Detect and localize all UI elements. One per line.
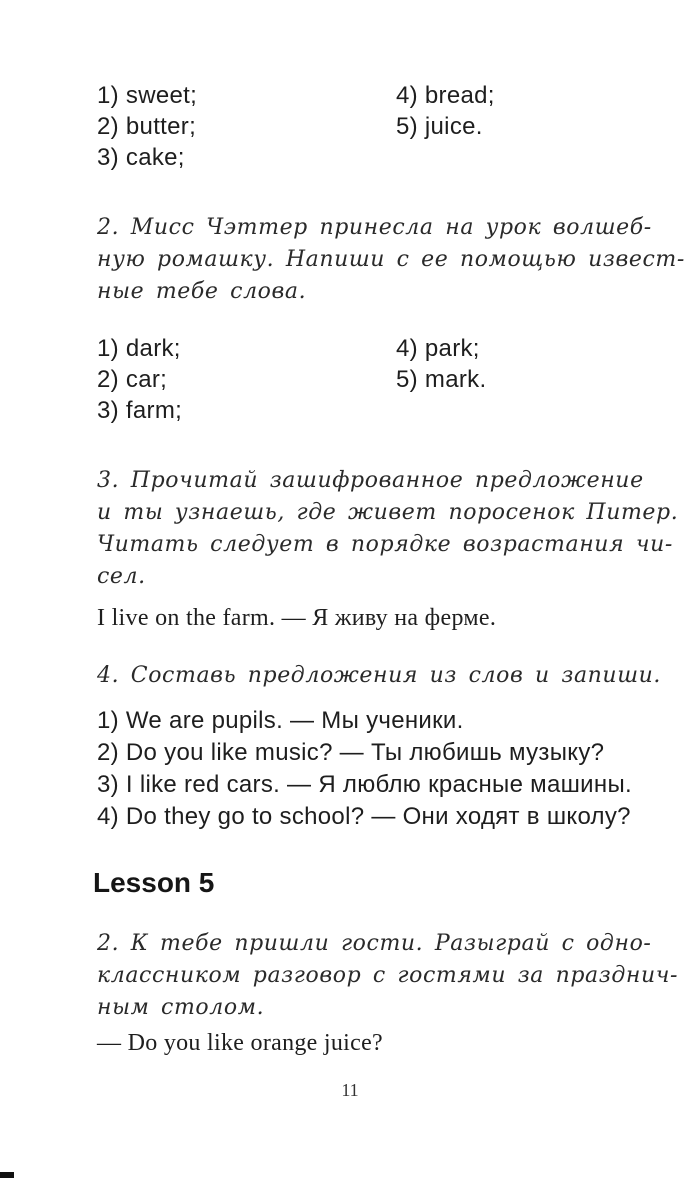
list-item: 3) I like red cars. — Я люблю красные машины.: [97, 771, 632, 798]
list-item: 1) dark;: [97, 335, 181, 362]
task-instruction: ные тебе слова.: [97, 279, 307, 304]
task-instruction: 4. Составь предложения из слов и запиши.: [97, 663, 662, 688]
task-instruction: ную ромашку. Напиши с ее помощью извест-: [97, 247, 685, 272]
answer-sentence: I live on the farm. — Я живу на ферме.: [97, 605, 497, 631]
list-item: 1) We are pupils. — Мы ученики.: [97, 707, 464, 734]
dialog-line: — Do you like orange juice?: [97, 1030, 384, 1056]
task-instruction: Читать следует в порядке возрастания чи-: [97, 532, 673, 557]
list-item: 4) Do they go to school? — Они ходят в школу?: [97, 803, 631, 830]
list-item: 2) car;: [97, 366, 168, 393]
list-item: 5) juice.: [396, 113, 483, 140]
list-item: 4) park;: [396, 335, 480, 362]
list-item: 4) bread;: [396, 82, 495, 109]
list-item: 2) Do you like music? — Ты любишь музыку?: [97, 739, 605, 766]
lesson-heading: Lesson 5: [93, 867, 215, 898]
task-instruction: 3. Прочитай зашифрованное предложение: [97, 468, 644, 493]
page-number: 11: [341, 1080, 359, 1100]
task-instruction: ным столом.: [97, 995, 265, 1020]
task-instruction: и ты узнаешь, где живет поросенок Питер.: [97, 500, 679, 525]
list-item: 2) butter;: [97, 113, 197, 140]
task-instruction: 2. Мисс Чэттер принесла на урок волшеб-: [97, 215, 652, 240]
list-item: 3) farm;: [97, 397, 183, 424]
task-instruction: сел.: [97, 564, 146, 589]
task-instruction: классником разговор с гостями за празднич-: [97, 963, 679, 988]
list-item: 5) mark.: [396, 366, 487, 393]
list-item: 1) sweet;: [97, 82, 198, 109]
list-item: 3) cake;: [97, 144, 185, 171]
scan-edge-mark: [0, 1172, 14, 1178]
task-instruction: 2. К тебе пришли гости. Разыграй с одно-: [97, 931, 652, 956]
